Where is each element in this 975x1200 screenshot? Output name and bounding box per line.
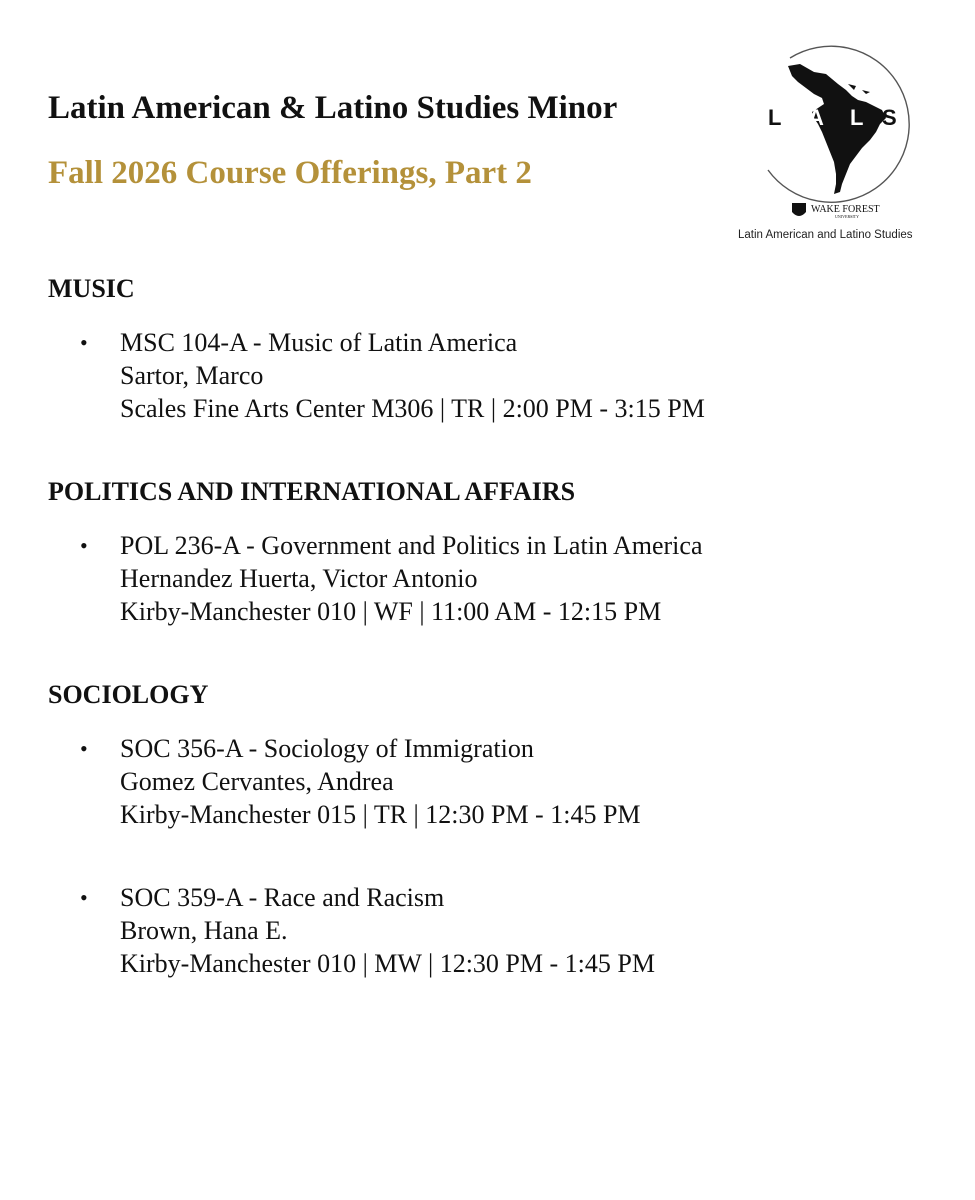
- logo-letter-l1: L: [768, 105, 782, 130]
- logo-program: Latin American and Latino Studies: [738, 229, 913, 241]
- course-schedule: Kirby-Manchester 015 | TR | 12:30 PM - 1:45 PM: [120, 800, 641, 829]
- bullet: •: [80, 736, 88, 761]
- americas-map-icon: [788, 64, 886, 194]
- bullet: •: [80, 885, 88, 910]
- page-subtitle: Fall 2026 Course Offerings, Part 2: [48, 155, 532, 191]
- logo-letter-l2: L: [850, 105, 864, 130]
- course-title: MSC 104-A - Music of Latin America: [120, 328, 518, 357]
- section-heading-sociology: SOCIOLOGY: [48, 680, 209, 709]
- logo-university: WAKE FOREST: [811, 204, 880, 215]
- logo-letter-a: A: [808, 105, 824, 130]
- bullet: •: [80, 330, 88, 355]
- course-schedule: Kirby-Manchester 010 | WF | 11:00 AM - 12:15 PM: [120, 597, 662, 626]
- section-heading-politics: POLITICS AND INTERNATIONAL AFFAIRS: [48, 477, 576, 506]
- course-title: POL 236-A - Government and Politics in Latin America: [120, 531, 703, 560]
- lals-logo: [730, 28, 950, 248]
- course-instructor: Hernandez Huerta, Victor Antonio: [120, 564, 478, 593]
- course-schedule: Kirby-Manchester 010 | MW | 12:30 PM - 1:45 PM: [120, 949, 655, 978]
- wake-forest-shield-icon: [792, 203, 806, 216]
- course-instructor: Gomez Cervantes, Andrea: [120, 767, 394, 796]
- course-title: SOC 359-A - Race and Racism: [120, 883, 445, 912]
- logo-university-sub: UNIVERSITY: [835, 214, 859, 219]
- course-instructor: Sartor, Marco: [120, 361, 264, 390]
- course-instructor: Brown, Hana E.: [120, 916, 288, 945]
- course-title: SOC 356-A - Sociology of Immigration: [120, 734, 534, 763]
- course-schedule: Scales Fine Arts Center M306 | TR | 2:00 PM - 3:15 PM: [120, 394, 705, 423]
- logo-letter-s: S: [882, 105, 897, 130]
- page-title: Latin American & Latino Studies Minor: [48, 90, 618, 126]
- section-heading-music: MUSIC: [48, 274, 135, 303]
- bullet: •: [80, 533, 88, 558]
